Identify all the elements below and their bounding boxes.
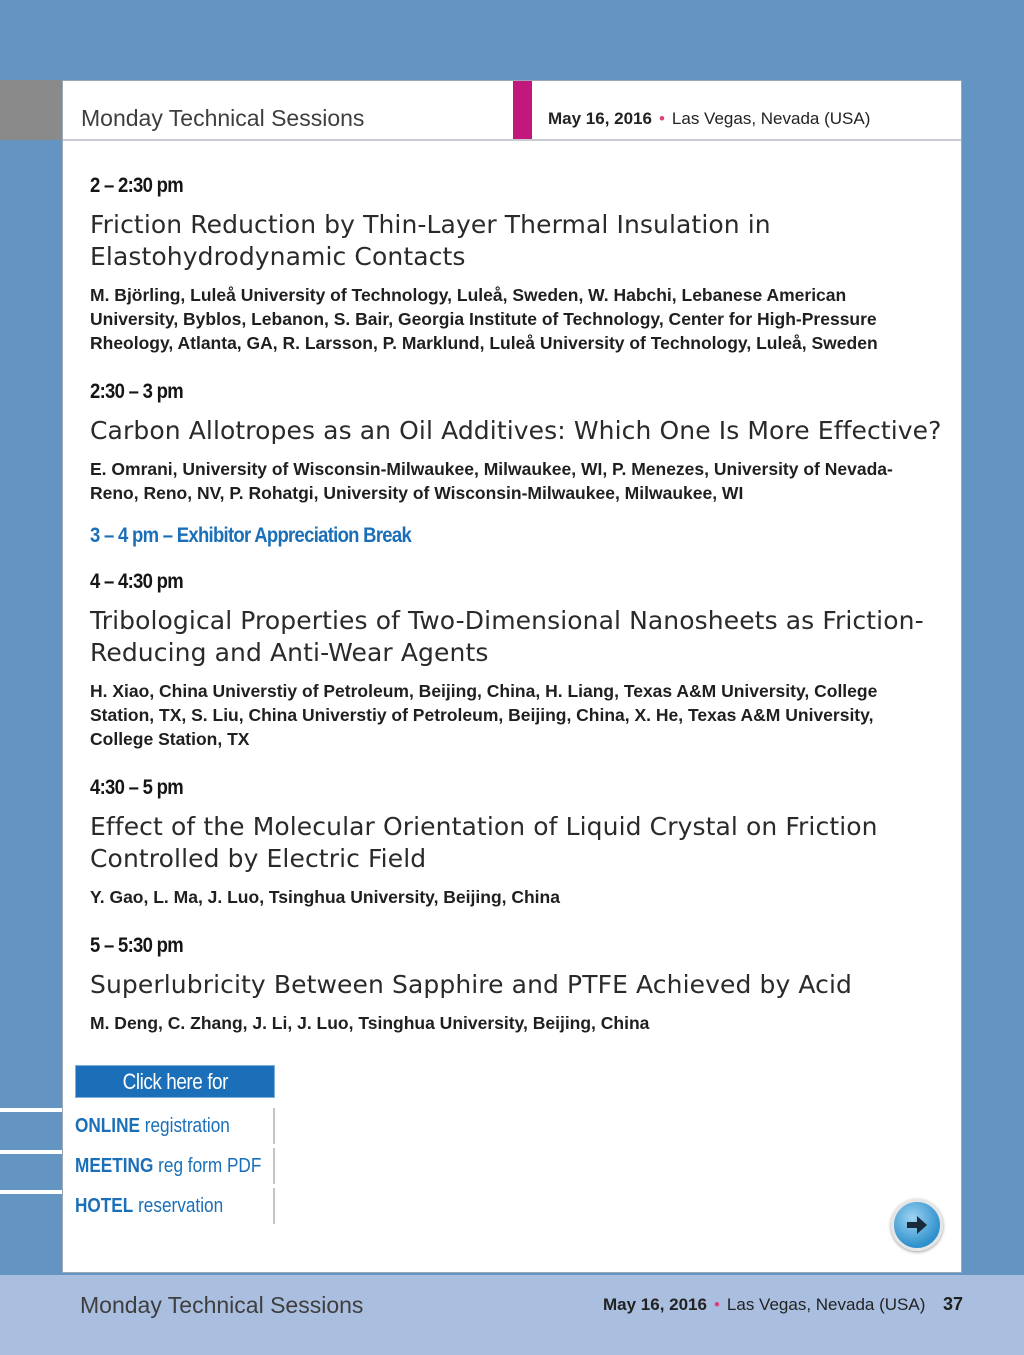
session-authors: M. Deng, C. Zhang, J. Li, J. Luo, Tsinghua University, Beijing, China [90,1013,650,1033]
session-title: Carbon Allotropes as an Oil Additives: Which One Is More Effective? [90,416,942,445]
session-title: Friction Reduction by Thin-Layer Thermal Insulation in Elastohydrodynamic Contacts [90,210,771,271]
session-time: 4 – 4:30 pm [90,570,183,593]
arrow-right-icon [905,1213,929,1237]
page-header [63,81,961,141]
session-time: 2:30 – 3 pm [90,380,183,403]
side-stripe [0,1184,62,1188]
footer-event-info [603,1295,925,1315]
session-authors: Y. Gao, L. Ma, J. Luo, Tsinghua University, Beijing, China [90,887,560,907]
header-event-info [548,109,870,129]
side-stripe [0,1145,62,1149]
session-time: 2 – 2:30 pm [90,174,183,197]
hotel-reservation-link[interactable]: HOTEL reservation [75,1188,275,1224]
session-item [90,775,950,909]
session-item [90,379,950,505]
footer-location: Las Vegas, Nevada (USA) [726,1295,926,1314]
session-title: Tribological Properties of Two-Dimensional Nanosheets as Friction-Reducing and Anti-Wear Agents [90,606,924,667]
registration-heading: Click here for [75,1065,275,1098]
session-time: 5 – 5:30 pm [90,934,183,957]
session-authors: E. Omrani, University of Wisconsin-Milwaukee, Milwaukee, WI, P. Menezes, University of Nevada-Reno, Reno, NV, P. Rohatgi, University of Wisconsin-Milwaukee, Milwaukee, WI [90,459,893,503]
meeting-reg-form-link[interactable]: MEETING reg form PDF [75,1148,275,1184]
session-title: Superlubricity Between Sapphire and PTFE Achieved by Acid [90,970,853,999]
session-authors: M. Björling, Luleå University of Technology, Luleå, Sweden, W. Habchi, Lebanese American University, Byblos, Lebanon, S. Bair, Georgia Institute of Technology, Center for High-Pressure Rheology, Atlanta, GA, R. Larsson, P. Marklund, Luleå University of Technology, Luleå, Sweden [90,285,878,353]
session-list [90,173,950,1059]
side-stripe [0,1108,62,1112]
page-number: 37 [943,1294,964,1314]
session-item [90,569,950,751]
header-title: Monday Technical Sessions [81,105,365,131]
session-time: 4:30 – 5 pm [90,776,183,799]
header-gray-tab [0,80,62,140]
session-item [90,173,950,355]
header-accent-bar [513,81,532,139]
header-date: May 16, 2016 [548,109,652,128]
side-stripe [0,1150,62,1154]
session-authors: H. Xiao, China Universtiy of Petroleum, Beijing, China, H. Liang, Texas A&M University, College Station, TX, S. Liu, China Universtiy of Petroleum, Beijing, China, X. He, Texas A&M University, College Station, TX [90,681,878,749]
next-page-button[interactable] [891,1199,943,1251]
header-location: Las Vegas, Nevada (USA) [671,109,871,128]
footer-date: May 16, 2016 [603,1295,707,1314]
footer-separator-dot: • [713,1295,720,1314]
session-item [90,933,950,1035]
footer-title: Monday Technical Sessions [80,1292,364,1318]
side-stripe [0,1190,62,1194]
break-label: 3 – 4 pm – Exhibitor Appreciation Break [90,524,412,547]
session-title: Effect of the Molecular Orientation of Liquid Crystal on Friction Controlled by Electric Field [90,812,878,873]
online-registration-link[interactable]: ONLINE registration [75,1108,275,1144]
page-footer [0,1275,1024,1355]
header-separator-dot: • [658,109,665,128]
